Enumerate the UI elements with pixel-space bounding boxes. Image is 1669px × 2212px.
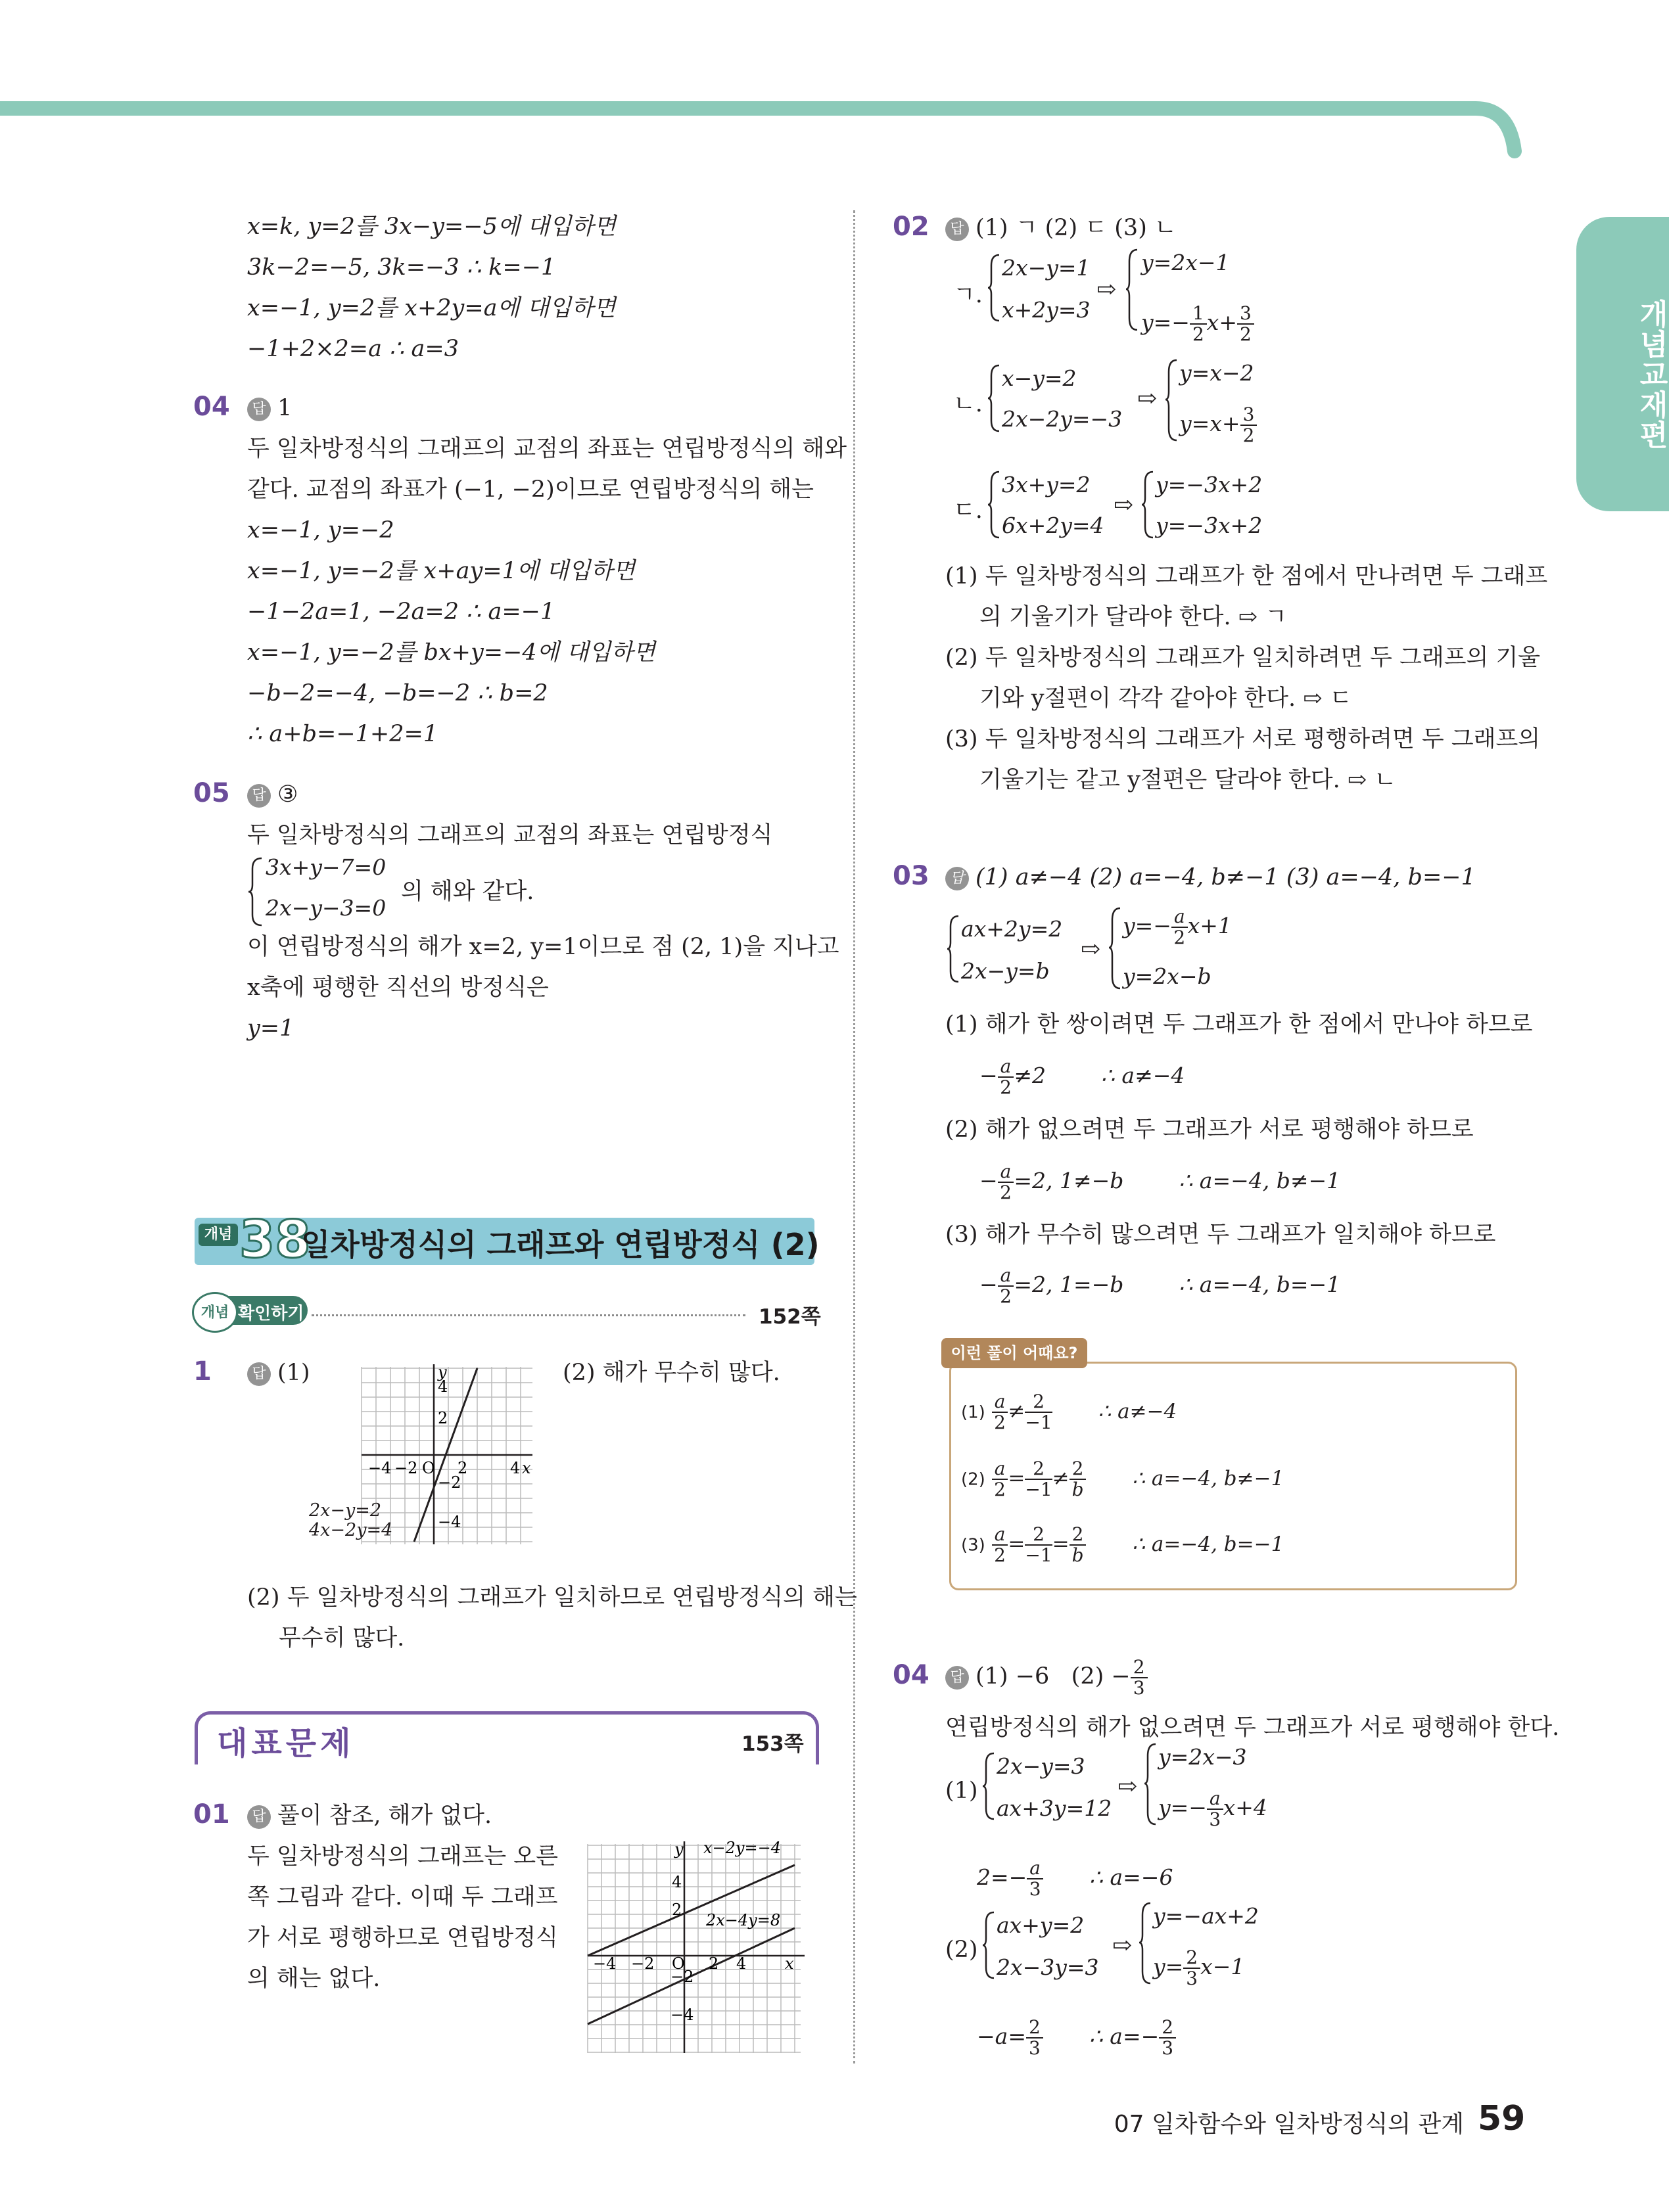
page-number: 59 <box>1478 2099 1526 2138</box>
text-line: (2) 해가 없으려면 두 그래프가 서로 평행해야 하므로 <box>945 1117 1474 1143</box>
tick-label: −4 <box>670 2006 694 2024</box>
tick-label: 4 <box>672 1873 682 1891</box>
text-line: x=−1, y=−2를 bx+y=−4에 대입하면 <box>247 639 655 666</box>
calc-line: − $\frac{a}{2}$ =2, 1≠−b ∴ a=−4, b≠−1 <box>979 1161 1341 1203</box>
text-line: x=k, y=2를 3x−y=−5에 대입하면 <box>247 214 617 240</box>
brace-icon <box>982 1910 995 1981</box>
calc-line: − $\frac{a}{2}$ =2, 1=−b ∴ a=−4, b=−1 <box>979 1264 1341 1307</box>
answer-text: (1) <box>277 1360 310 1386</box>
question-number: 03 <box>893 861 929 891</box>
answer-text: ③ <box>277 781 298 808</box>
grid <box>588 1844 801 2053</box>
tip-row: (3) $\frac{a}{2}$ = $\frac{2}{-1}$ = $\frac{2}{b}$ ∴ a=−4, b=−1 <box>961 1523 1284 1566</box>
system-label: ㄱ. <box>953 282 983 308</box>
tick-label: 2 <box>672 1901 682 1919</box>
answer-text: 1 <box>277 395 293 421</box>
line-label: 4x−2y=4 <box>309 1520 393 1540</box>
axis-label-x: x <box>785 1954 794 1973</box>
concept-number: 38 <box>239 1210 311 1270</box>
calc-line: 2=− $\frac{a}{3}$ ∴ a=−6 <box>977 1857 1173 1900</box>
text-line: (1) 해가 한 쌍이려면 두 그래프가 한 점에서 만나야 하므로 <box>945 1011 1533 1038</box>
text-line: (2) 두 일차방정식의 그래프가 일치하려면 두 그래프의 기울 <box>945 645 1541 671</box>
equation: 6x+2y=4 <box>1002 513 1104 538</box>
text-line: 의 해는 없다. <box>247 1966 381 1992</box>
equation: 2x−y=3 <box>997 1753 1085 1779</box>
tick-label: −2 <box>670 1968 694 1986</box>
brace-icon <box>947 913 960 984</box>
text-line: 두 일차방정식의 그래프는 오른 <box>247 1843 558 1870</box>
text-line: 두 일차방정식의 그래프의 교점의 좌표는 연립방정식 <box>247 822 773 848</box>
brace-icon <box>1144 1741 1157 1827</box>
q04-solution <box>247 428 847 754</box>
answer-badge: 답 <box>945 218 969 241</box>
equation: 3x+y−7=0 <box>266 854 387 880</box>
text-line: x=−1, y=−2를 x+ay=1에 대입하면 <box>247 558 636 584</box>
text-line: −b−2=−4, −b=−2 ∴ b=2 <box>247 680 548 706</box>
equation: y= $\frac{2}{3}$ x−1 <box>1153 1947 1245 1989</box>
tick-label: −4 <box>438 1513 461 1531</box>
check-label: 확인하기 <box>238 1304 304 1324</box>
text-line: 쪽 그림과 같다. 이때 두 그래프 <box>247 1884 558 1910</box>
text-line: (1) 두 일차방정식의 그래프가 한 점에서 만나려면 두 그래프 <box>945 563 1548 589</box>
answer-line <box>247 774 298 815</box>
tick-label: −4 <box>368 1459 392 1477</box>
text-line: (3) 두 일차방정식의 그래프가 서로 평행하려면 두 그래프의 <box>945 726 1541 752</box>
origin-label: O <box>422 1459 435 1477</box>
line-label: 2x−y=2 <box>309 1500 382 1521</box>
equation: 2x−y=b <box>961 958 1050 984</box>
tick-label: 2 <box>438 1409 448 1427</box>
text-line: x=−1, y=−2 <box>247 517 394 543</box>
question-number: 02 <box>893 212 929 242</box>
equation: 2x−y=1 <box>1002 255 1091 281</box>
text-line: 연립방정식의 해가 없으려면 두 그래프가 서로 평행해야 한다. <box>945 1715 1560 1741</box>
question-number: 01 <box>193 1799 230 1830</box>
answer-line <box>247 388 292 428</box>
line-label: 2x−4y=8 <box>706 1911 781 1929</box>
concept-title: 일차방정식의 그래프와 연립방정식 (2) <box>301 1227 820 1262</box>
axis-label-y: y <box>438 1363 447 1381</box>
arrow-icon: ⇨ <box>1137 385 1158 412</box>
text-line: 3k−2=−5, 3k=−3 ∴ k=−1 <box>247 254 556 281</box>
page-reference: 153쪽 <box>741 1732 804 1756</box>
tip-tag: 이런 풀이 어때요? <box>941 1338 1087 1368</box>
brace-icon <box>1141 469 1154 540</box>
part-label: (1) <box>945 1778 978 1804</box>
answer-line <box>247 1795 492 1836</box>
text-line: 기울기는 같고 y절편은 달라야 한다. ⇨ ㄴ <box>979 767 1397 793</box>
tip-row: (2) $\frac{a}{2}$ = $\frac{2}{-1}$ ≠ $\frac{2}{b}$ ∴ a=−4, b≠−1 <box>961 1458 1284 1500</box>
arrow-icon: ⇨ <box>1117 1773 1138 1800</box>
equation: ax+3y=12 <box>997 1795 1112 1821</box>
arrow-icon: ⇨ <box>1114 492 1134 518</box>
equation: 2x−2y=−3 <box>1002 406 1123 432</box>
brace-icon <box>1125 247 1139 333</box>
representative-problem-title: 대표문제 <box>217 1725 355 1762</box>
part-label: (2) <box>945 1937 978 1963</box>
text-line: 가 서로 평행하므로 연립방정식 <box>247 1925 558 1951</box>
calc-line: −a= $\frac{2}{3}$ ∴ a=− $\frac{2}{3}$ <box>977 2017 1176 2058</box>
brace-icon <box>987 252 1000 323</box>
tick-label: −2 <box>438 1473 461 1492</box>
question-number: 04 <box>893 1660 929 1690</box>
equation: y=2x−1 <box>1141 250 1230 275</box>
equation: y=x+ $\frac{3}{2}$ <box>1179 405 1257 446</box>
equation: y=−3x+2 <box>1156 513 1263 538</box>
text-line: ∴ a+b=−1+2=1 <box>247 721 438 747</box>
equation: y=2x−b <box>1123 963 1211 989</box>
brace-icon <box>982 1751 995 1822</box>
equation: y=− $\frac{1}{2}$ x+ $\frac{3}{2}$ <box>1141 304 1254 344</box>
equation: x+2y=3 <box>1002 297 1091 323</box>
answer-badge: 답 <box>247 1805 271 1829</box>
arrow-icon: ⇨ <box>1112 1932 1133 1959</box>
answer-badge: 답 <box>247 1362 271 1386</box>
dotted-leader <box>312 1314 745 1316</box>
brace-icon <box>1165 357 1178 443</box>
text-line: 두 일차방정식의 그래프의 교점의 좌표는 연립방정식의 해와 <box>247 436 847 462</box>
answer-text: (2) 해가 무수히 많다. <box>563 1360 780 1386</box>
calc-line: − $\frac{a}{2}$ ≠2 ∴ a≠−4 <box>979 1055 1185 1098</box>
answer-text: (1) a≠−4 (2) a=−4, b≠−1 (3) a=−4, b=−1 <box>976 864 1476 890</box>
text-line: (3) 해가 무수히 많으려면 두 그래프가 일치해야 하므로 <box>945 1222 1496 1248</box>
graph-q01 <box>584 1839 822 2058</box>
text-line: 의 기울기가 달라야 한다. ⇨ ㄱ <box>979 604 1287 630</box>
equation: x−y=2 <box>1002 365 1077 391</box>
question-number: 05 <box>193 778 230 808</box>
answer-badge: 답 <box>945 867 969 890</box>
answer-text: 풀이 참조, 해가 없다. <box>277 1803 492 1829</box>
tick-label: 2 <box>709 1954 719 1973</box>
line-label: x−2y=−4 <box>703 1839 781 1857</box>
text-line: y=1 <box>247 1015 294 1042</box>
tick-label: −4 <box>593 1954 617 1973</box>
equation: 2x−3y=3 <box>997 1954 1099 1980</box>
arrow-icon: ⇨ <box>1096 276 1117 303</box>
text-line: 이 연립방정식의 해가 x=2, y=1이므로 점 (2, 1)을 지나고 <box>247 934 839 960</box>
text-line: x=−1, y=2를 x+2y=a에 대입하면 <box>247 295 616 321</box>
brace-icon <box>987 469 1000 540</box>
tick-label: 4 <box>736 1954 747 1973</box>
equation: ax+y=2 <box>997 1912 1085 1938</box>
text-line: 무수히 많다. <box>279 1625 405 1651</box>
equation: ax+2y=2 <box>961 916 1063 942</box>
equation: y=x−2 <box>1179 360 1254 386</box>
section-tab-label: 개념교재편 <box>1634 299 1668 450</box>
origin-label: O <box>672 1954 685 1973</box>
tick-label: 4 <box>438 1377 448 1396</box>
brace-icon <box>247 856 264 928</box>
footer-chapter: 07 일차함수와 일차방정식의 관계 <box>1114 2111 1464 2138</box>
tick-label: 4 <box>510 1459 521 1477</box>
top-decoration-bar <box>0 0 1669 171</box>
text-line: 같다. 교점의 좌표가 (−1, −2)이므로 연립방정식의 해는 <box>247 476 814 503</box>
equation: 3x+y=2 <box>1002 472 1091 497</box>
answer-line <box>945 208 1177 248</box>
axis-label-x: x <box>522 1459 531 1477</box>
equation: y=− $\frac{a}{3}$ x+4 <box>1158 1787 1267 1830</box>
check-circle-label: 개념 <box>200 1304 229 1321</box>
answer-badge: 답 <box>247 398 271 421</box>
tip-row: (1) $\frac{a}{2}$ ≠ $\frac{2}{-1}$ ∴ a≠−4 <box>961 1391 1177 1433</box>
text-line: −1+2×2=a ∴ a=3 <box>247 336 459 362</box>
page-reference: 152쪽 <box>759 1305 821 1329</box>
answer-line <box>945 857 1476 898</box>
tick-label: −2 <box>631 1954 655 1973</box>
axis-label-y: y <box>674 1840 684 1858</box>
answer-text: (1) ㄱ (2) ㄷ (3) ㄴ <box>976 215 1177 241</box>
answer-line <box>247 1352 310 1393</box>
system-label: ㄴ. <box>953 391 983 417</box>
equation: 2x−y−3=0 <box>266 895 387 921</box>
continued-solution <box>247 206 616 369</box>
brace-icon <box>987 363 1000 434</box>
answer-line: 답 (1) −6 (2) − $\frac{2}{3}$ <box>945 1656 1148 1698</box>
equation: y=2x−3 <box>1158 1744 1247 1770</box>
equation: y=−ax+2 <box>1153 1903 1259 1929</box>
brace-icon <box>1108 906 1121 991</box>
text-line: 기와 y절편이 각각 같아야 한다. ⇨ ㄷ <box>979 685 1352 712</box>
arrow-icon: ⇨ <box>1081 936 1101 963</box>
tick-label: −2 <box>394 1459 418 1477</box>
answer-badge: 답 <box>247 784 271 808</box>
brace-icon <box>1139 1901 1152 1986</box>
column-separator <box>853 210 855 2063</box>
answer-badge: 답 <box>945 1666 969 1690</box>
equation: y=− $\frac{a}{2}$ x+1 <box>1123 906 1232 948</box>
tick-label: 2 <box>458 1459 468 1477</box>
text-line: x축에 평행한 직선의 방정식은 <box>247 975 549 1001</box>
question-number: 04 <box>193 392 230 422</box>
system-label: ㄷ. <box>953 497 983 524</box>
text-line: −1−2a=1, −2a=2 ∴ a=−1 <box>247 599 555 625</box>
q01-solution <box>247 1836 558 1999</box>
text-line: 의 해와 같다. <box>401 879 534 905</box>
equation: y=−3x+2 <box>1156 472 1263 497</box>
problem-number: 1 <box>193 1356 212 1387</box>
concept-tag: 개념 <box>199 1224 238 1246</box>
text-line: (2) 두 일차방정식의 그래프가 일치하므로 연립방정식의 해는 <box>247 1584 857 1611</box>
